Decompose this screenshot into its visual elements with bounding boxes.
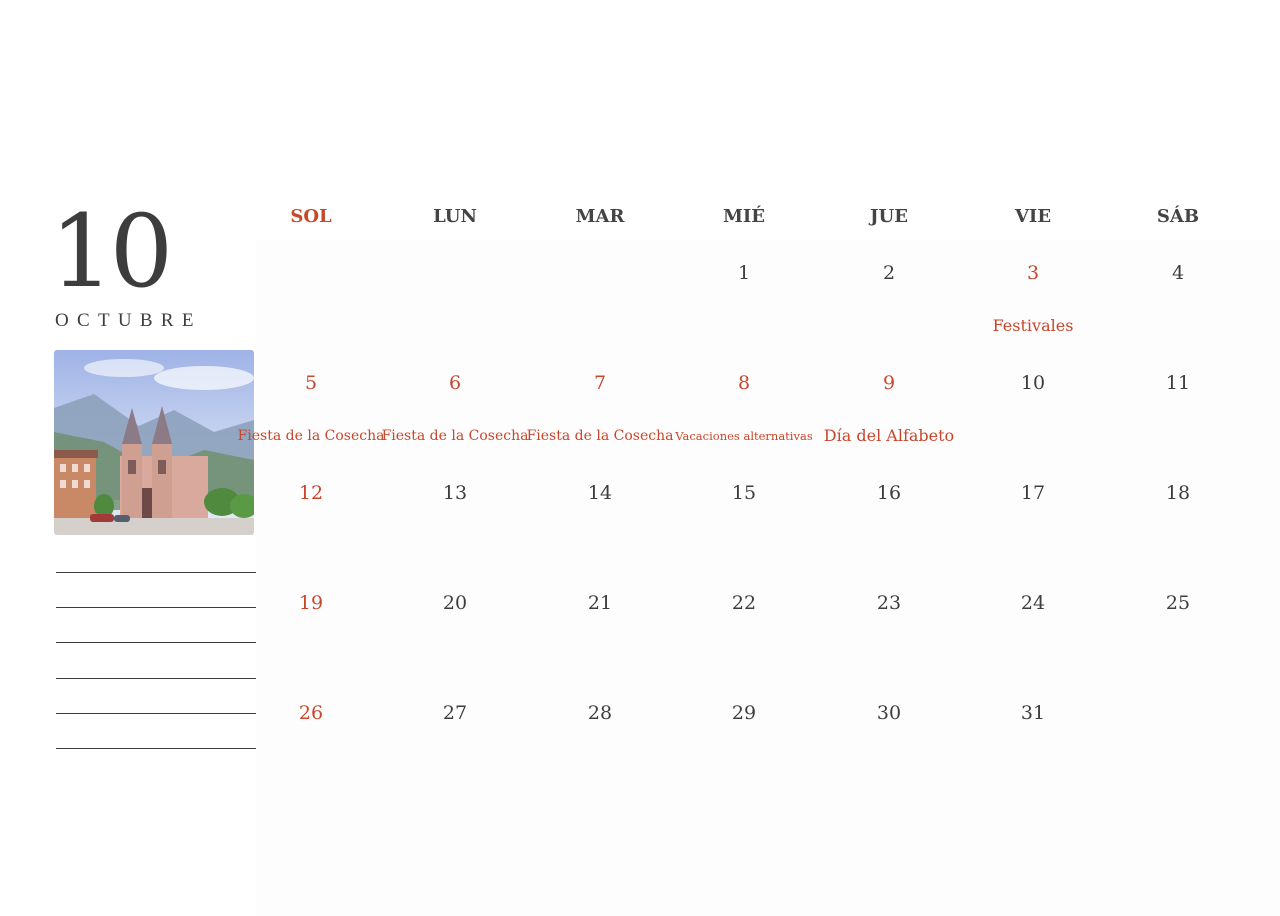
day-cell[interactable]: 1 bbox=[737, 262, 751, 284]
day-cell[interactable]: 2 bbox=[882, 262, 896, 284]
weekday-header: LUN bbox=[433, 206, 477, 227]
day-cell[interactable]: 24 bbox=[1020, 592, 1046, 614]
day-cell[interactable]: 20 bbox=[442, 592, 468, 614]
day-cell[interactable]: 29 bbox=[731, 702, 757, 724]
day-cell[interactable]: 6 bbox=[448, 372, 462, 394]
day-cell[interactable]: 19 bbox=[298, 592, 324, 614]
basilica-image bbox=[54, 350, 254, 535]
day-cell[interactable]: 26 bbox=[298, 702, 324, 724]
day-cell[interactable]: 7 bbox=[593, 372, 607, 394]
holiday-label: Vacaciones alternativas bbox=[675, 429, 813, 443]
notes-lines bbox=[56, 572, 256, 783]
note-line[interactable] bbox=[56, 572, 256, 573]
day-cell[interactable]: 18 bbox=[1165, 482, 1191, 504]
day-cell[interactable]: 14 bbox=[587, 482, 613, 504]
day-cell[interactable]: 17 bbox=[1020, 482, 1046, 504]
holiday-label: Día del Alfabeto bbox=[823, 426, 955, 445]
day-cell[interactable]: 25 bbox=[1165, 592, 1191, 614]
day-cell[interactable]: 16 bbox=[876, 482, 902, 504]
note-line[interactable] bbox=[56, 678, 256, 679]
day-cell[interactable]: 28 bbox=[587, 702, 613, 724]
note-line[interactable] bbox=[56, 607, 256, 608]
day-cell[interactable]: 9 bbox=[882, 372, 896, 394]
month-photo bbox=[54, 350, 254, 535]
month-number: 10 bbox=[50, 193, 170, 310]
day-cell[interactable]: 3 bbox=[1026, 262, 1040, 284]
day-cell[interactable]: 22 bbox=[731, 592, 757, 614]
weekday-header: JUE bbox=[870, 206, 908, 227]
day-cell[interactable]: 31 bbox=[1020, 702, 1046, 724]
day-cell[interactable]: 21 bbox=[587, 592, 613, 614]
day-cell[interactable]: 13 bbox=[442, 482, 468, 504]
month-name: OCTUBRE bbox=[55, 310, 202, 331]
note-line[interactable] bbox=[56, 713, 256, 714]
day-cell[interactable]: 23 bbox=[876, 592, 902, 614]
day-cell[interactable]: 12 bbox=[298, 482, 324, 504]
day-cell[interactable]: 8 bbox=[737, 372, 751, 394]
day-cell[interactable]: 27 bbox=[442, 702, 468, 724]
holiday-label: Fiesta de la Cosecha bbox=[381, 428, 529, 444]
day-cell[interactable]: 10 bbox=[1020, 372, 1046, 394]
calendar-grid-background bbox=[256, 240, 1280, 916]
day-cell[interactable]: 15 bbox=[731, 482, 757, 504]
day-cell[interactable]: 4 bbox=[1171, 262, 1185, 284]
holiday-label: Fiesta de la Cosecha bbox=[237, 428, 385, 444]
holiday-label: Fiesta de la Cosecha bbox=[526, 428, 674, 444]
weekday-header: MIÉ bbox=[722, 206, 766, 227]
day-cell[interactable]: 11 bbox=[1165, 372, 1191, 394]
weekday-header: VIE bbox=[1014, 206, 1052, 227]
weekday-header: SÁB bbox=[1156, 206, 1200, 227]
note-line[interactable] bbox=[56, 642, 256, 643]
weekday-header: MAR bbox=[575, 206, 625, 227]
holiday-label: Festivales bbox=[992, 316, 1074, 335]
note-line[interactable] bbox=[56, 748, 256, 749]
day-cell[interactable]: 30 bbox=[876, 702, 902, 724]
day-cell[interactable]: 5 bbox=[304, 372, 318, 394]
weekday-header: SOL bbox=[290, 206, 332, 227]
